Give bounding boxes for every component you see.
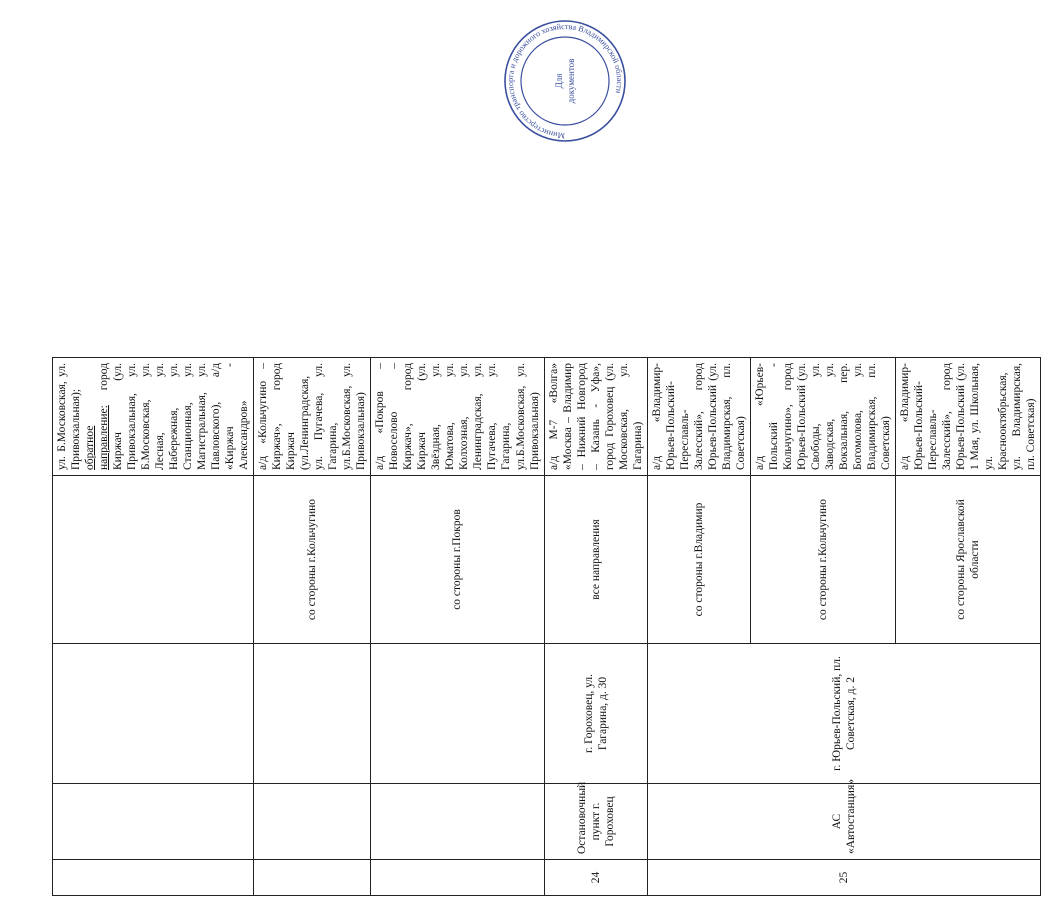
- cell-direction: со стороны г.Покров: [371, 476, 544, 644]
- seal-outer-ring: [505, 21, 625, 141]
- table-row: [371, 20, 544, 896]
- table-row: [254, 20, 371, 896]
- seal-inner-ring: [521, 37, 609, 125]
- cell-route: а/д «Владимир-Юрьев-Польский-Переславль-Залесский», город Юрьев-Польский (ул. Владимирская, пл. Советская): [647, 358, 750, 476]
- cell-num-empty: [53, 860, 254, 896]
- cell-route: а/д «Владимир-Юрьев-Польский-Переславль-Залесский», город Юрьев-Польский (ул. 1 Мая, ул. Школьная, ул. Краснооктябрьская, ул. Владимирская, пл. Советская): [895, 358, 1040, 476]
- route-line1: ул. Б.Московская, ул. Привокзальная);: [56, 363, 83, 470]
- cell-name-empty: [53, 784, 254, 860]
- return-direction-text: город Киржач (ул. Привокзальная, ул. Б.Московская, ул. Лесная, ул. Набережная, ул. Станционная, ул. Магистральная, ул. Павловского), а/д «Киржач - Александров»: [98, 363, 251, 470]
- cell-route: а/д «Юрьев-Польский - Кольчугино», город Юрьев-Польский (ул. Свободы, ул. Заводская, ул. Вокзальная, пер. Богомолова, ул. Владимирская, пл. Советская): [750, 358, 895, 476]
- table-row-continuation: [53, 20, 254, 896]
- cell-direction-empty: [53, 476, 254, 644]
- cell-direction: со стороны г.Кольчугино: [254, 476, 371, 644]
- cell-address-empty: [53, 644, 254, 784]
- cell-address: г. Гороховец, ул. Гагарина, д. 30: [544, 644, 647, 784]
- seal-center-line2: документов: [566, 58, 576, 104]
- cell-stop-name: АС «Автостанция»: [647, 784, 1040, 860]
- cell-route: а/д «Кольчугино – Киржач», город Киржач (ул.Ленинградская, ул. Пугачева, ул. Гагарина, ул.Б.Московская, ул. Привокзальная): [254, 358, 371, 476]
- table-row-24: [544, 20, 647, 896]
- cell-num: 24: [544, 860, 647, 896]
- cell-route: а/д М-7 «Волга» «Москва – Владимир – Нижний Новгород – Казань - Уфа», город Гороховец (ул. Московская, ул. Гагарина): [544, 358, 647, 476]
- cell-stop-name: Остановочный пункт г. Гороховец: [544, 784, 647, 860]
- cell-direction: со стороны г.Кольчугино: [750, 476, 895, 644]
- cell-empty: [371, 644, 544, 784]
- seal-ring-text: Министерство транспорта и дорожного хозяйства Владимирской области: [505, 21, 625, 141]
- table-row-25: [647, 20, 750, 896]
- cell-direction: со стороны Ярославской области: [895, 476, 1040, 644]
- cell-empty: [254, 860, 371, 896]
- cell-address: г. Юрьев-Польский, пл. Советская, д. 2: [647, 644, 1040, 784]
- cell-direction: все направления: [544, 476, 647, 644]
- cell-num: 25: [647, 860, 1040, 896]
- cell-empty: [254, 784, 371, 860]
- cell-direction: со стороны г.Владимир: [647, 476, 750, 644]
- cell-route-continuation: [53, 358, 254, 476]
- routes-table: [52, 19, 1041, 896]
- seal-center-line1: Для: [554, 73, 564, 89]
- cell-route: а/д «Покров – Новоселово – Киржач», город Киржач (ул. Звёздная, ул. Юматова, ул. Колхозная, ул. Ленинградская, ул. Пугачева, ул. Гагарина, ул.Б.Московская, ул. Привокзальная): [371, 358, 544, 476]
- return-direction-label: обратное направление:: [84, 405, 111, 470]
- seal-stamp: [502, 18, 628, 144]
- cell-empty: [371, 860, 544, 896]
- cell-empty: [254, 644, 371, 784]
- cell-empty: [371, 784, 544, 860]
